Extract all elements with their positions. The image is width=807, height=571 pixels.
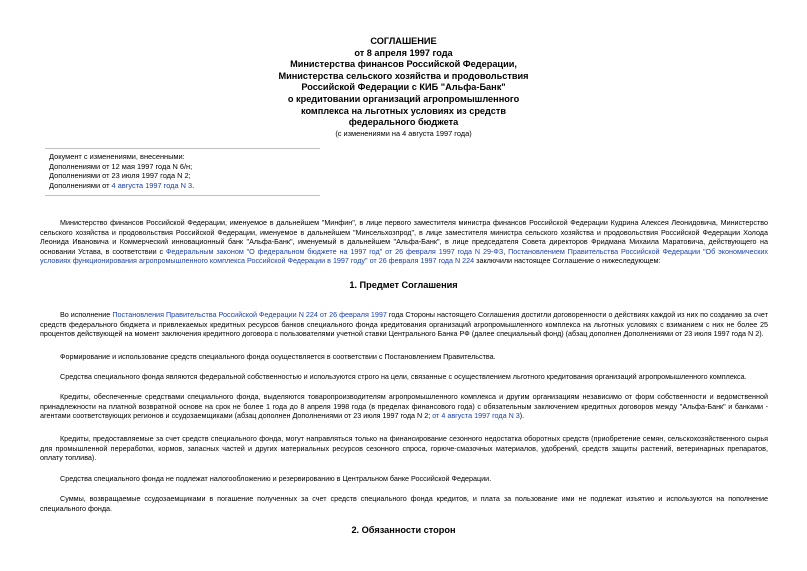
revisions-intro: Документ с изменениями, внесенными: [49, 152, 185, 161]
revision-link[interactable]: 4 августа 1997 года N 3 [111, 180, 193, 190]
section-paragraph: Средства специального фонда не подлежат налогообложению и резервированию в Центральном банке Российской Федерации. [60, 474, 492, 483]
amendment-link[interactable]: от 4 августа 1997 года N 3 [432, 411, 520, 420]
section-paragraph: Кредиты, предоставляемые за счет средств специального фонда, могут направляться только на финансирование сезонного недостатка оборотных средств (приобретение семян, сельскохозяйственного сырья для промышленной переработки, кормов, запасных частей и других материальных ресурсов сезонного спроса, горюче-смазочных материалов, удобрений, средств защиты растений, ветеринарных препаратов, оплату топлива). [40, 434, 768, 462]
section-paragraph: Формирование и использование средств специального фонда осуществляется в соответствии с Постановлением Правительства. [60, 352, 496, 361]
section-paragraph: Кредиты, обеспеченные средствами специального фонда, выделяются товаропроизводителям агропромышленного комплекса и другим организациям независимо от форм собственности и ведомственной принадлежности на платной возвратной основе на срок не более 1 года до 8 апреля 1998 года (в пределах финансового года) с обязательным заключением кредитных договоров между "Альфа-Банк" и банками - агентами соответствующих регионов и ссудозаемщиками (абзац дополнен Дополнениями от 23 июля 1997 года N 2; от 4 августа 1997 года N 3). [40, 392, 768, 420]
revision-item: Дополнениями от 23 июля 1997 года N 2; [49, 171, 191, 181]
section-paragraph: Средства специального фонда являются федеральной собственностью и используются строго на цели, связанные с осуществлением льготного кредитования организаций агропромышленного комплекса. [60, 372, 747, 381]
document-date: от 8 апреля 1997 года [354, 47, 453, 58]
divider [45, 148, 320, 149]
document-header [0, 36, 807, 129]
title-line: Министерства финансов Российской Федерации, [290, 59, 517, 70]
section-heading: 2. Обязанности сторон [351, 525, 456, 535]
revision-item: Дополнениями от 12 мая 1997 года N 6/н; [49, 161, 193, 171]
section-heading: 1. Предмет Соглашения [349, 280, 458, 290]
document-revisions-box [49, 152, 194, 190]
document-type-title: СОГЛАШЕНИЕ [370, 36, 437, 46]
changes-note: (с изменениями на 4 августа 1997 года) [335, 129, 472, 138]
title-line: комплекса на льготных условиях из средств [300, 105, 507, 116]
resolution-224-link[interactable]: Постановления Правительства Российской Федерации N 224 от 26 февраля 1997 [112, 310, 387, 319]
preamble-paragraph: Министерство финансов Российской Федерации, именуемое в дальнейшем "Минфин", в лице первого заместителя министра финансов Российской Федерации Кудрина Алексея Леонидовича, Министерство сельского хозяйства и продовольствия Российской Федерации, именуемое в дальнейшем "Минсельхозпрод", в лице заместителя министра сельского хозяйства и продовольствия Российской Федерации Холода Леонида Ивановича и Коммерческий инновационный банк "Альфа-Банк", именуемый в дальнейшем "Альфа-Банк", в лице председателя Совета директоров Фридмана Михаила Маратовича, действующего на основании Устава, в соответствии с Федеральным законом "О федеральном бюджете на 1997 год" от 26 февраля 1997 года N 29-ФЗ, Постановлением Правительства Российской Федерации "Об экономических условиях функционирования агропромышленного комплекса Российской Федерации в 1997 году" от 26 февраля 1997 года N 224 заключили настоящее Соглашение о нижеследующем: [40, 218, 768, 265]
government-resolution-link[interactable]: Постановлением Правительства Российской Федерации "Об экономических условиях функционирования агропромышленного комплекса Российской Федерации в 1997 году" от 26 февраля 1997 года N 224 [40, 246, 768, 265]
federal-law-link[interactable]: Федеральным законом "О федеральном бюджете на 1997 год" от 26 февраля 1997 года N 29-ФЗ [165, 246, 504, 256]
section-paragraph: Во исполнение Постановления Правительства Российской Федерации N 224 от 26 февраля 1997 года Стороны настоящего Соглашения достигли договоренности о действиях каждой из них по созданию за счет средств федерального бюджета и привлекаемых кредитных ресурсов банков специального фонда кредитования организаций агропромышленного комплекса на льготных условиях с взиманием с них не более 25 процентов действующей на момент заключения кредитного договора с пользователями учетной ставки Центрального Банка РФ (далее специальный фонд) (абзац дополнен Дополнениями от 23 июля 1997 года N 2). [40, 310, 768, 338]
section-paragraph: Суммы, возвращаемые ссудозаемщиками в погашение полученных за счет средств специального фонда кредитов, и плата за пользование ими не подлежат изъятию и используются на пополнение специального фонда. [40, 494, 768, 513]
divider [45, 195, 320, 196]
title-line: Российской Федерации с КИБ "Альфа-Банк" [301, 82, 506, 93]
revision-item: Дополнениями от 4 августа 1997 года N 3. [49, 180, 195, 190]
title-line: Министерства сельского хозяйства и продовольствия [278, 70, 529, 81]
title-line: федерального бюджета [348, 117, 459, 128]
title-line: о кредитовании организаций агропромышленного [287, 93, 520, 104]
